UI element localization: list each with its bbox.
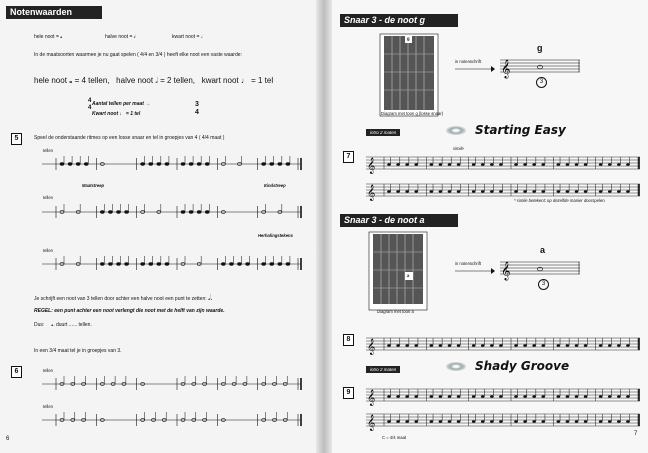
rule-text: REGEL: een punt achter een noot verlengt die noot met de helft van zijn waarde. (34, 308, 225, 314)
diagram-caption-a: Diagram met toon a (377, 309, 414, 314)
svg-text:𝄞: 𝄞 (501, 59, 511, 78)
fretboard-note-g: g (407, 36, 410, 41)
note-staff-a (500, 258, 580, 282)
whole-note-icon: 𝅝. (51, 322, 55, 328)
quarter-note-icon: ♩ (200, 34, 206, 40)
half-note-icon: 𝅗𝅥 (133, 34, 136, 40)
quarter-note-icon: ♩ (240, 76, 249, 85)
arrow-g (455, 66, 495, 72)
fretboard-diagram-a (369, 232, 427, 310)
string-ring-a: 3 (538, 279, 549, 290)
section-header-noot-a: Snaar 3 - de noot a (340, 214, 458, 227)
dus-line: Dus: 𝅝. duurt ...... tellen. (34, 322, 92, 328)
note-row-half: halve noot = 𝅗𝅥 (105, 34, 136, 40)
svg-text:𝄞: 𝄞 (367, 158, 376, 174)
rhythm-staff-5a (42, 150, 304, 180)
note-name-a: a (540, 245, 546, 255)
time-sig-3-4: 3 4 (195, 101, 199, 116)
svg-text:𝄞: 𝄞 (367, 185, 376, 201)
whole-note-icon: 𝅝 (69, 76, 73, 85)
music-staff-9a (366, 385, 640, 407)
exercise-5-text: Speel de onderstaande ritmes op een losse snaar en tel in groepjes van 4 ( 4/4 maat ) (34, 135, 225, 141)
meter-explainer: Aantal tellen per maat → Kwart noot ♩ = 1 tel (92, 101, 151, 117)
notenschrift-label-a: in notenschrift (455, 261, 482, 266)
svg-text:𝄞: 𝄞 (367, 339, 376, 355)
tellen-label: tellen (43, 248, 54, 253)
fretboard-note-a: a (407, 273, 410, 278)
note-name-g: g (537, 43, 543, 53)
intro-label-9: intro 2 maten (366, 366, 400, 373)
intro-text: In de maatsoorten waarmee je nu gaat spelen ( 4/4 en 3/4 ) heeft elke noot een vaste waarde: (34, 52, 242, 58)
string-ring-g: 3 (536, 77, 547, 88)
whole-note-icon: 𝅝 (60, 34, 63, 40)
tellen-label: tellen (43, 148, 54, 153)
svg-text:𝄞: 𝄞 (501, 261, 511, 280)
exercise-number-9: 9 (343, 387, 354, 399)
fretboard-diagram-g (380, 34, 438, 116)
notenschrift-label-g: in notenschrift (455, 59, 482, 64)
music-staff-7a (366, 153, 640, 175)
svg-text:𝄞: 𝄞 (367, 415, 376, 431)
cd-icon (446, 362, 466, 371)
section-header-notenwaarden: Notenwaarden (6, 6, 102, 19)
exercise-number-6: 6 (11, 366, 22, 378)
note-row-quarter: kwart noot = ♩ (172, 34, 206, 40)
song-title-shady-groove: Shady Groove (475, 359, 570, 373)
label-herhalingstekens: Herhalingstekens (258, 233, 293, 238)
label-maatstreep: Maatstreep (82, 183, 105, 188)
tellen-label: tellen (43, 195, 54, 200)
note-values-line: hele noot 𝅝 = 4 tellen, halve noot 𝅗𝅥 = 2 tellen, kwart noot ♩ = 1 tel (34, 76, 274, 85)
label-eindstreep: Eindstreep (264, 183, 286, 188)
rhythm-staff-5c (42, 250, 304, 280)
svg-text:𝄞: 𝄞 (367, 390, 376, 406)
three-four-text: In een 3/4 maat tel je in groepjes van 3. (34, 348, 122, 354)
simile-label: simile (453, 146, 464, 151)
time-sig-4-4: 4 4 (88, 98, 92, 111)
exercise-number-5: 5 (11, 133, 22, 145)
common-time-note: C = 4/4 maat (382, 435, 407, 440)
section-header-noot-g: Snaar 3 - de noot g (340, 14, 458, 27)
exercise-number-8: 8 (343, 334, 354, 346)
intro-label-7: intro 2 maten (366, 129, 400, 136)
rhythm-staff-5b (42, 198, 304, 228)
dotted-half-note-icon: 𝅗𝅥. (208, 293, 213, 302)
rhythm-staff-6b (42, 406, 304, 434)
simile-footnote: * simile betekent: op dezelfde manier doorspelen. (514, 198, 606, 203)
rhythm-staff-6a (42, 370, 304, 398)
song-title-starting-easy: Starting Easy (475, 123, 566, 137)
arrow-a (455, 268, 495, 274)
half-note-icon: 𝅗𝅥 (155, 76, 158, 85)
cd-icon (446, 126, 466, 135)
note-row-whole: hele noot = 𝅝 (34, 34, 63, 40)
tellen-label: tellen (43, 368, 54, 373)
page-number-left: 6 (6, 436, 10, 442)
exercise-number-7: 7 (343, 151, 354, 163)
music-staff-9b (366, 410, 640, 432)
tellen-label: tellen (43, 404, 54, 409)
book-gutter (316, 0, 332, 453)
diagram-caption-g: Diagram met toon g (losse snaar) (381, 111, 444, 116)
dotted-note-text: Je schrijft een noot van 3 tellen door achter een halve noot een punt te zetten: 𝅗𝅥. (34, 293, 213, 302)
music-staff-8 (366, 334, 640, 356)
page-number-right: 7 (634, 431, 638, 437)
